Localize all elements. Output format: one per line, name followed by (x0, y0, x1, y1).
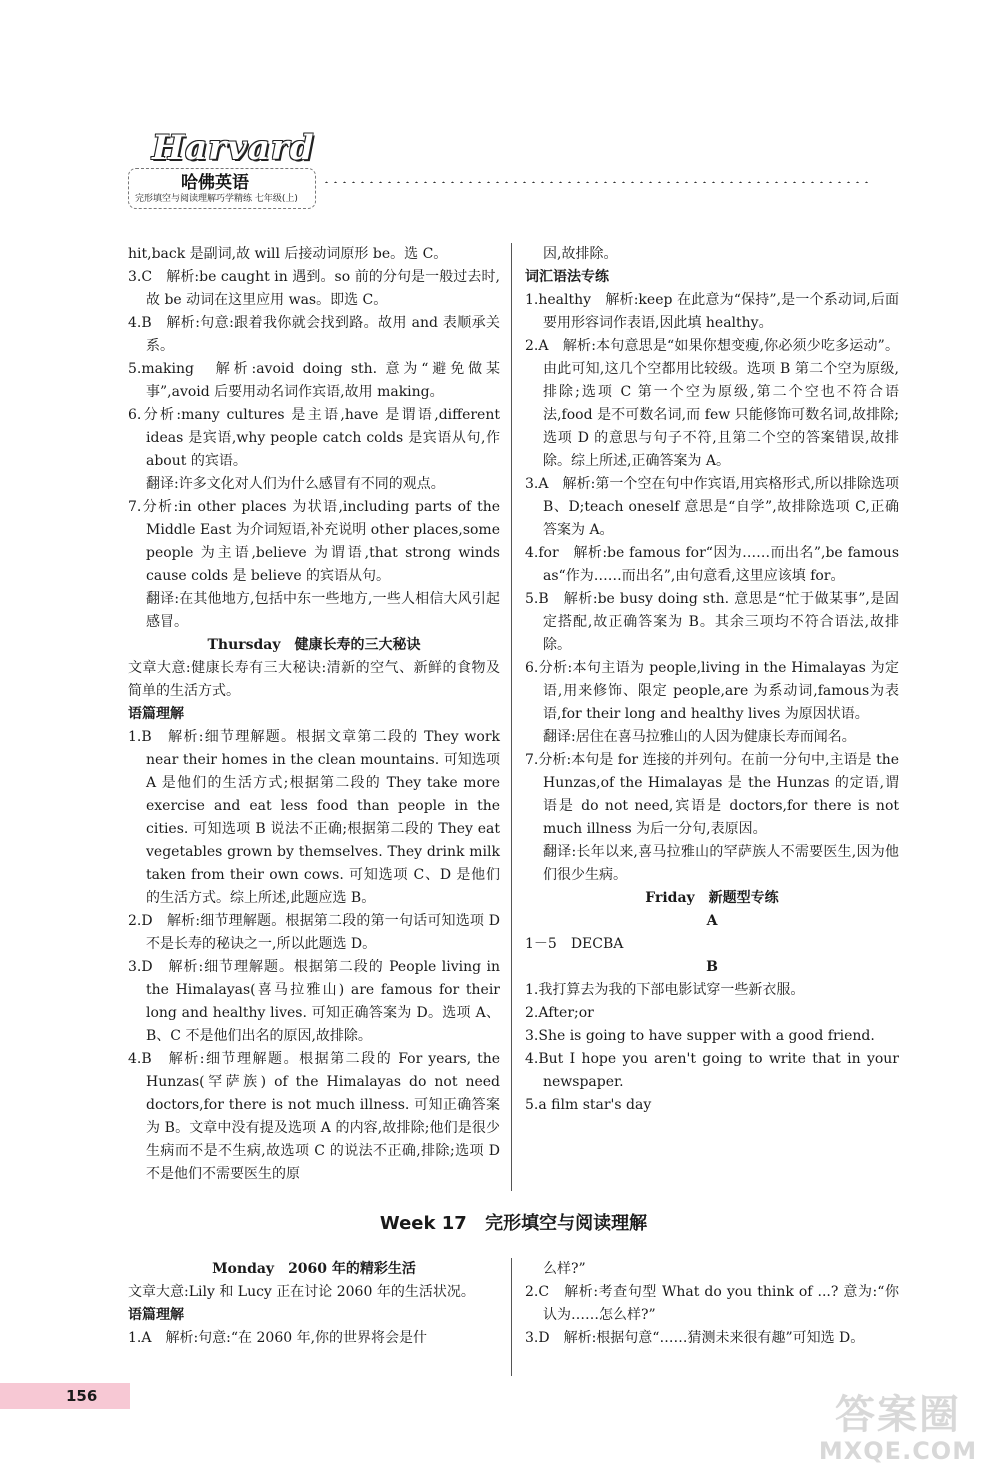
monday-heading: Monday 2060 年的精彩生活 (212, 1261, 416, 1277)
watermark-cn: 答案圈 (835, 1392, 961, 1438)
thursday-answer-4: 4.B 解析:细节理解题。根据第二段的 For years, the Hunzas(罕萨族) of the Himalayas do not need doctors,for there is not much illness. 可知正确答案为 B。文章中没有提及选项 A 的内容,故排除;他们是很少生病而不是不生病,故选项 C 的说法不正确,排除;选项 D 不是他们不需要医生的原 (128, 1051, 500, 1182)
week-heading (128, 1212, 899, 1236)
answer-3: 3.C 解析:be caught in 遇到。so 前的分句是一般过去时,故 be 动词在这里应用 was。即选 C。 (128, 269, 500, 308)
answer-continued-right: 因,故排除。 (543, 246, 618, 262)
vocab-answer-3: 3.A 解析:第一个空在句中作宾语,用宾格形式,所以排除选项 B、D;teach oneself 意思是“自学”,故排除选项 C,正确答案为 A。 (525, 476, 899, 538)
monday-answer-3: 3.D 解析:根据句意“……猜测未来很有趣”可知选 D。 (525, 1330, 865, 1346)
week-label: Week 17 (379, 1213, 467, 1234)
vocab-answer-7: 7.分析:本句是 for 连接的并列句。在前一分句中,主语是 the Hunzas,of the Himalayas 是 the Hunzas 的定语,谓语是 do not need,宾语是 doctors,for there is not much illness 为后一分句,表原因。 (525, 752, 899, 837)
left-column (128, 243, 500, 1186)
logo-box (128, 168, 316, 209)
answer-7: 7.分析:in other places 为状语,including parts of the Middle East 为介词短语,补充说明 other places,some people 为主语,believe 为谓语,that strong winds cause colds 是 believe 的宾语从句。 (128, 499, 500, 584)
logo-chinese-title: 哈佛英语 (181, 173, 249, 193)
logo-title: Harvard (152, 128, 315, 168)
column-divider-lower (511, 1258, 512, 1376)
thursday-answer-2: 2.D 解析:细节理解题。根据第二段的第一句话可知选项 D 不是长寿的秘诀之一,所以此题选 D。 (128, 913, 500, 952)
logo-subtitle: 完形填空与阅读理解巧学精练 七年级(上) (135, 194, 298, 204)
week-title: 完形填空与阅读理解 (485, 1213, 648, 1234)
translation-7: 翻译:在其他地方,包括中东一些地方,一些人相信大风引起感冒。 (146, 591, 500, 630)
vocab-answer-6: 6.分析:本句主语为 people,living in the Himalayas 为定语,用来修饰、限定 people,are 为系动词,famous为表语,for their long and healthy lives 为原因状语。 (525, 660, 899, 722)
vocab-answer-5: 5.B 解析:be busy doing sth. 意思是“忙于做某事”,是固定搭配,故正确答案为 B。其余三项均不符合语法,故排除。 (525, 591, 899, 653)
friday-heading: Friday 新题型专练 (645, 890, 779, 906)
monday-summary: 文章大意:Lily 和 Lucy 正在讨论 2060 年的生活状况。 (128, 1284, 475, 1300)
answer-5: 5.making 解析:avoid doing sth. 意为“避免做某事”,avoid 后要用动名词作宾语,故用 making。 (128, 361, 500, 400)
thursday-heading: Thursday 健康长寿的三大秘诀 (207, 637, 421, 653)
answer-4: 4.B 解析:句意:跟着我你就会找到路。故用 and 表顺承关系。 (128, 315, 500, 354)
header-dotted-rule (322, 181, 868, 183)
part-b-answer-2: 2.After;or (525, 1005, 594, 1021)
answer-continued: hit,back 是副词,故 will 后接动词原形 be。选 C。 (128, 246, 448, 262)
thursday-answer-3: 3.D 解析:细节理解题。根据第二段的 People living in the Himalayas(喜马拉雅山) are famous for their long and healthy lives. 可知正确答案为 D。选项 A、B、C 不是他们出名的原因,故排除。 (128, 959, 500, 1044)
vocab-translation-6: 翻译:居住在喜马拉雅山的人因为健康长寿而闻名。 (543, 729, 856, 745)
part-a-heading: A (706, 913, 718, 929)
vocab-answer-2: 2.A 解析:本句意思是“如果你想变瘦,你必须少吃多运动”。由此可知,这几个空都用比较级。选项 B 第二个空为原级,排除;选项 C 第一个空为原级,第二个空也不符合语法,food 是不可数名词,而 few 只能修饰可数名词,故排除;选项 D 的意思与句子不符,且第二个空的答案错误,故排除。综上所述,正确答案为 A。 (525, 338, 899, 469)
watermark-url: MXQE.COM (818, 1437, 978, 1465)
section-heading-reading-lower: 语篇理解 (128, 1307, 184, 1323)
vocab-translation-7: 翻译:长年以来,喜马拉雅山的罕萨族人不需要医生,因为他们很少生病。 (543, 844, 899, 883)
thursday-summary: 文章大意:健康长寿有三大秘诀:清新的空气、新鲜的食物及简单的生活方式。 (128, 660, 500, 699)
part-b-answer-4: 4.But I hope you aren't going to write that in your newspaper. (525, 1051, 899, 1090)
section-heading-vocab: 词汇语法专练 (525, 269, 609, 285)
part-b-heading: B (706, 959, 718, 975)
column-divider (511, 243, 512, 1191)
section-heading-reading: 语篇理解 (128, 706, 184, 722)
thursday-answer-1: 1.B 解析:细节理解题。根据文章第二段的 They work near their homes in the clean mountains. 可知选项 A 是他们的生活方式;根据第二段的 They take more exercise and eat less food than people in the cities. 可知选项 B 说法不正确;根据第二段的 They eat vegetables grown by themselves. They drink milk taken from their own cows. 可知选项 C、D 是他们的生活方式。综上所述,此题应选 B。 (128, 729, 500, 906)
translation-6: 翻译:许多文化对人们为什么感冒有不同的观点。 (146, 476, 445, 492)
vocab-answer-4: 4.for 解析:be famous for“因为……而出名”,be famous as“作为……而出名”,由句意看,这里应该填 for。 (525, 545, 899, 584)
part-b-answer-5: 5.a film star's day (525, 1097, 652, 1113)
part-b-answer-3: 3.She is going to have supper with a good friend. (525, 1028, 875, 1044)
monday-answer-2: 2.C 解析:考查句型 What do you think of ...? 意为:“你认为……怎么样?” (525, 1284, 899, 1323)
page-number: 156 (0, 1383, 130, 1409)
part-a-answers: 1－5 DECBA (525, 936, 624, 952)
answer-6: 6.分析:many cultures 是主语,have 是谓语,different ideas 是宾语,why people catch colds 是宾语从句,作 about 的宾语。 (128, 407, 500, 469)
monday-answer-1: 1.A 解析:句意:“在 2060 年,你的世界将会是什 (128, 1330, 428, 1346)
harvard-logo (128, 130, 316, 209)
monday-answer-1-continued: 么样?” (543, 1261, 586, 1277)
right-column (525, 243, 899, 1117)
watermark (808, 1392, 988, 1464)
vocab-answer-1: 1.healthy 解析:keep 在此意为“保持”,是一个系动词,后面要用形容词作表语,因此填 healthy。 (525, 292, 899, 331)
part-b-answer-1: 1.我打算去为我的下部电影试穿一些新衣服。 (525, 982, 805, 998)
left-column-lower (128, 1258, 500, 1350)
right-column-lower (525, 1258, 899, 1350)
